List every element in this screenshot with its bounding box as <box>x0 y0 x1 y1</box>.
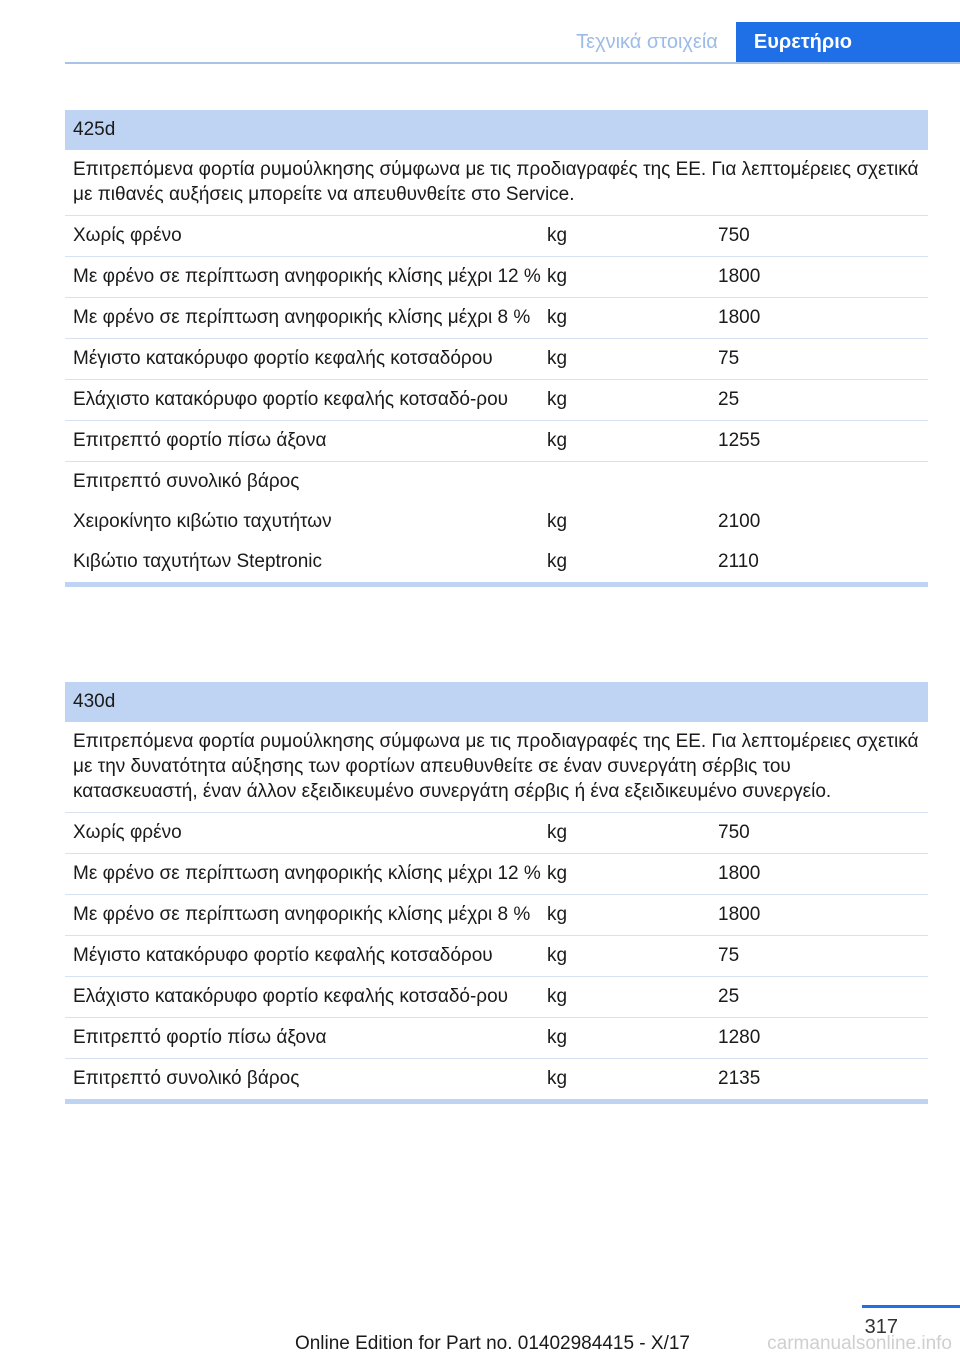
row-unit: kg <box>547 307 568 328</box>
row-value: 1255 <box>718 430 761 451</box>
row-unit: kg <box>547 822 568 843</box>
row-value: 1800 <box>718 266 761 287</box>
section-end-rule <box>65 1099 928 1104</box>
row-unit: kg <box>547 863 568 884</box>
table-row <box>65 854 928 895</box>
table-row <box>65 380 928 421</box>
page-header <box>65 22 960 64</box>
row-value: 750 <box>718 822 750 843</box>
row-unit: kg <box>547 986 568 1007</box>
table-row <box>65 421 928 462</box>
row-unit: kg <box>547 430 568 451</box>
row-value: 25 <box>718 986 740 1007</box>
section-title: 425d <box>65 110 928 150</box>
tab-index[interactable]: Ευρετήριο <box>736 22 960 62</box>
row-label: Μέγιστο κατακόρυφο φορτίο κεφαλής κοτσαδόρου <box>73 348 493 369</box>
table-row <box>65 895 928 936</box>
row-unit: kg <box>547 1027 568 1048</box>
table-row <box>65 216 928 257</box>
table-row <box>65 542 928 582</box>
table-row <box>65 257 928 298</box>
section-430d <box>65 682 928 1104</box>
row-label: Επιτρεπτό συνολικό βάρος <box>73 1068 300 1089</box>
table-row <box>65 936 928 977</box>
section-title: 430d <box>65 682 928 722</box>
row-value <box>712 462 928 502</box>
row-unit: kg <box>547 551 568 572</box>
row-unit: kg <box>547 904 568 925</box>
table-row <box>65 462 928 502</box>
row-label: Με φρένο σε περίπτωση ανηφορικής κλίσης μέχρι 12 % <box>73 266 541 287</box>
section-note: Επιτρεπόμενα φορτία ρυμούλκησης σύμφωνα με τις προδιαγραφές της ΕΕ. Για λεπτομέρειες σχετικά με πιθανές αυξήσεις μπορείτε να απευθυνθείτε στο Service. <box>65 150 928 216</box>
row-label: Ελάχιστο κατακόρυφο φορτίο κεφαλής κοτσαδό-ρου <box>73 986 509 1007</box>
watermark: carmanualsonline.info <box>767 1333 952 1354</box>
tab-technical-data[interactable]: Τεχνικά στοιχεία <box>576 30 718 53</box>
row-value: 1800 <box>718 904 761 925</box>
row-unit: kg <box>547 1068 568 1089</box>
row-unit: kg <box>547 389 568 410</box>
row-label: Χωρίς φρένο <box>73 225 182 246</box>
row-label: Κιβώτιο ταχυτήτων Steptronic <box>73 551 323 572</box>
row-unit: kg <box>547 225 568 246</box>
row-value: 1280 <box>718 1027 761 1048</box>
row-label: Χειροκίνητο κιβώτιο ταχυτήτων <box>73 511 332 532</box>
row-label: Μέγιστο κατακόρυφο φορτίο κεφαλής κοτσαδόρου <box>73 945 493 966</box>
table-row <box>65 502 928 542</box>
row-value: 75 <box>718 945 740 966</box>
row-label: Με φρένο σε περίπτωση ανηφορικής κλίσης μέχρι 12 % <box>73 863 541 884</box>
row-label: Επιτρεπτό φορτίο πίσω άξονα <box>73 1027 327 1048</box>
row-label: Ελάχιστο κατακόρυφο φορτίο κεφαλής κοτσαδό-ρου <box>73 389 509 410</box>
table-row <box>65 813 928 854</box>
section-425d <box>65 110 928 587</box>
row-label: Με φρένο σε περίπτωση ανηφορικής κλίσης μέχρι 8 % <box>73 904 531 925</box>
table-row <box>65 339 928 380</box>
row-value: 1800 <box>718 307 761 328</box>
table-row <box>65 298 928 339</box>
row-value: 25 <box>718 389 740 410</box>
row-value: 750 <box>718 225 750 246</box>
page-number: 317 <box>864 1316 898 1338</box>
table-row <box>65 977 928 1018</box>
row-value: 1800 <box>718 863 761 884</box>
row-unit: kg <box>547 511 568 532</box>
section-note: Επιτρεπόμενα φορτία ρυμούλκησης σύμφωνα με τις προδιαγραφές της ΕΕ. Για λεπτομέρειες σχετικά με την δυνατότητα αύξησης των φορτίων απευθυνθείτε σε έναν συνεργάτη σέρβις του κατασκευαστή, έναν άλλον εξειδικευμένο συνεργάτη σέρβις ή ένα εξειδικευμένο συνεργείο. <box>65 722 928 813</box>
row-unit: kg <box>547 348 568 369</box>
edition-text: Online Edition for Part no. 01402984415 - X/17 <box>294 1333 690 1354</box>
row-label: Επιτρεπτό φορτίο πίσω άξονα <box>73 430 327 451</box>
section-end-rule <box>65 582 928 587</box>
row-unit <box>541 462 712 502</box>
row-value: 2135 <box>718 1068 761 1089</box>
row-value: 2110 <box>718 551 759 572</box>
table-row <box>65 1059 928 1099</box>
footer-accent-line <box>862 1305 960 1308</box>
row-unit: kg <box>547 266 568 287</box>
row-value: 2100 <box>718 511 761 532</box>
row-label: Επιτρεπτό συνολικό βάρος <box>73 471 300 492</box>
table-row <box>65 1018 928 1059</box>
row-label: Χωρίς φρένο <box>73 822 182 843</box>
row-unit: kg <box>547 945 568 966</box>
row-label: Με φρένο σε περίπτωση ανηφορικής κλίσης μέχρι 8 % <box>73 307 531 328</box>
row-value: 75 <box>718 348 740 369</box>
